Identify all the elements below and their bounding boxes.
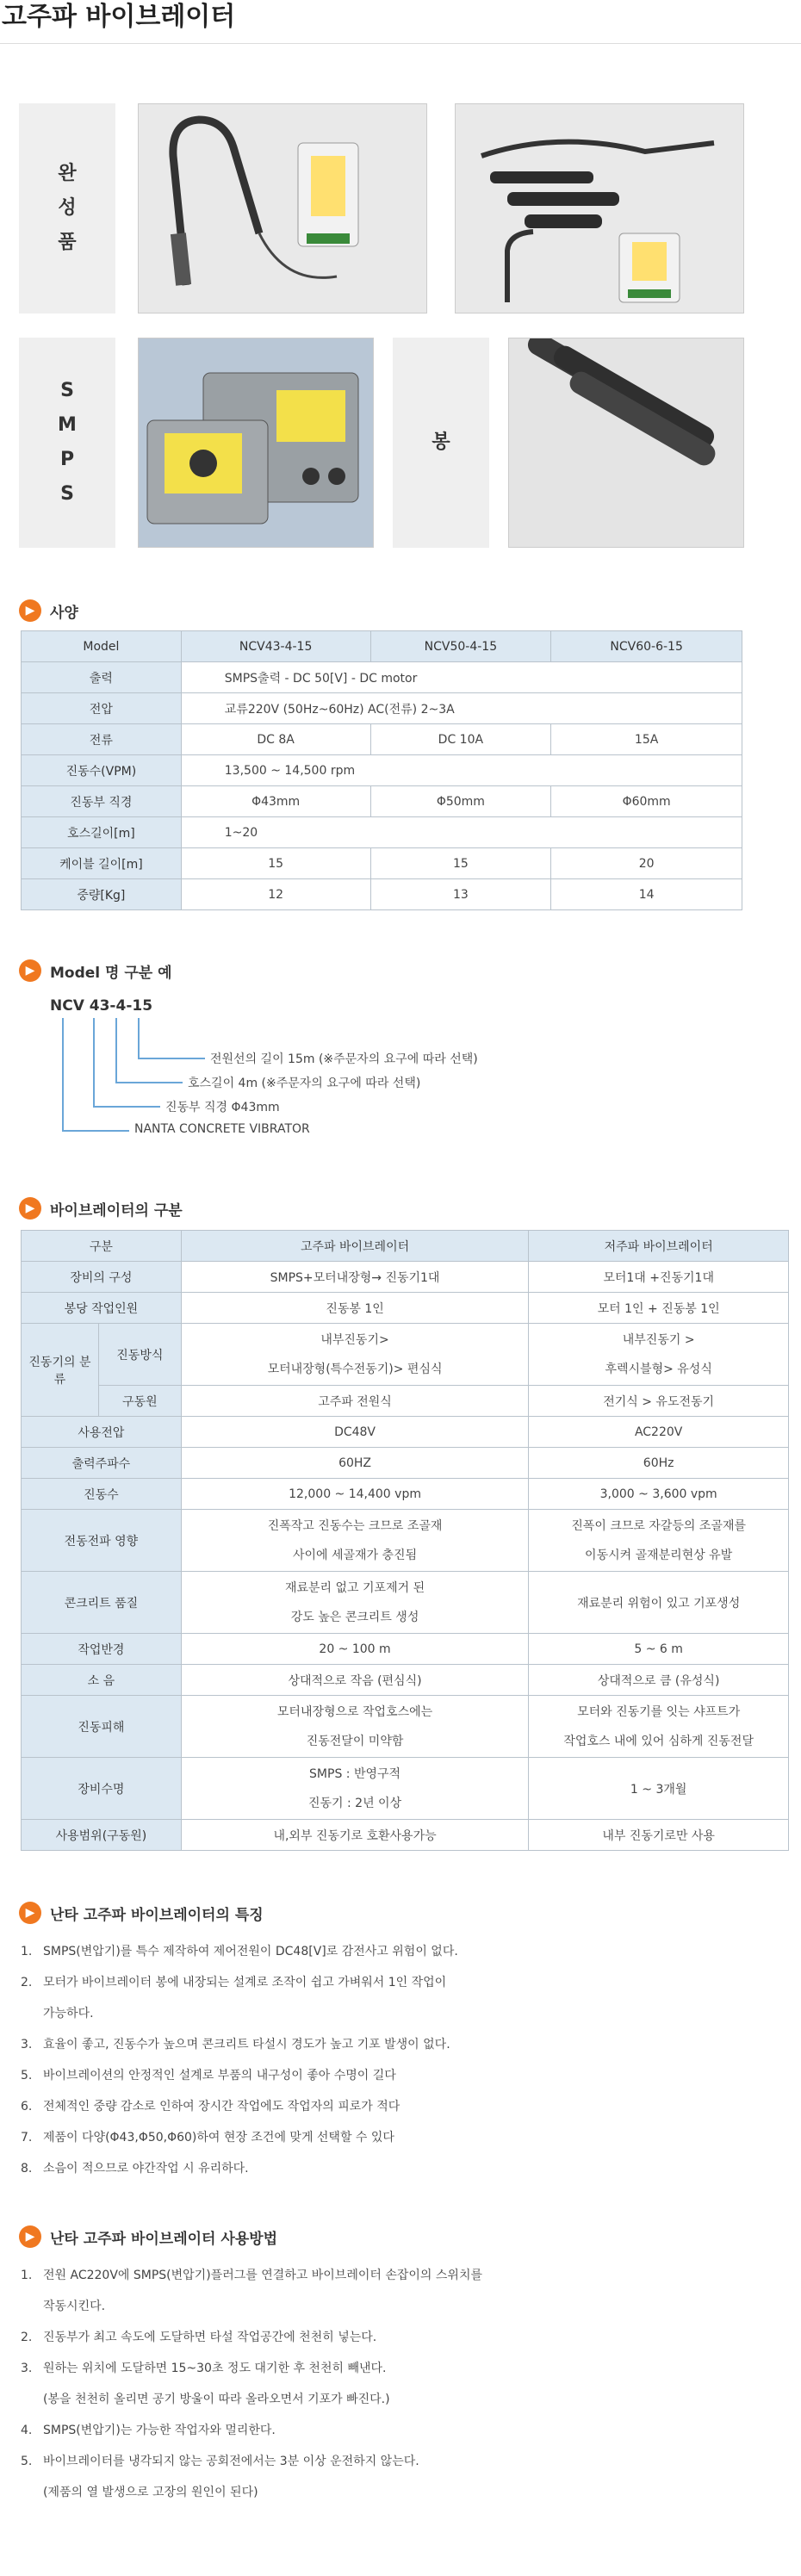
compare-value-cell: 60Hz [529,1448,789,1479]
spec-value-cell: Φ60mm [551,786,742,817]
compare-value-cell: 1 ~ 3개월 [529,1758,789,1820]
spec-table [21,630,742,910]
list-text: 전체적인 중량 감소로 인하여 장시간 작업에도 작업자의 피로가 적다 [43,2100,400,2114]
compare-label-cell: 사용범위(구동원) [22,1820,182,1851]
connector-line [93,1018,95,1107]
compare-label-cell: 진동피해 [22,1696,182,1758]
compare-row [22,1696,789,1758]
annotation-diameter: 진동부 직경 Φ43mm [165,1101,280,1114]
compare-value-cell [529,1510,789,1572]
compare-row [22,1758,789,1820]
compare-label-cell: 전동전파 영향 [22,1510,182,1572]
spec-value-cell: 14 [551,879,742,910]
compare-heading [19,1194,183,1223]
cell-line: 재료분리 없고 기포제거 된 [284,1580,425,1595]
compare-row [22,1479,789,1510]
cell-line: 진폭이 크므로 자갈등의 조골재를 [571,1518,746,1533]
compare-value-cell [181,1758,529,1820]
spec-row [22,786,742,817]
complete-product-label [19,103,115,313]
list-text: SMPS(변압기)를 특수 제작하여 제어전원이 DC48[V]로 감전사고 위험이 없다. [43,1945,458,1958]
compare-value-cell: 내부 진동기로만 사용 [529,1820,789,1851]
spec-label-cell: Model [22,631,182,662]
page-title: 고주파 바이브레이터 [0,0,801,44]
list-text: 효율이 좋고, 진동수가 높으며 콘크리트 타설시 경도가 높고 기포 발생이 없다. [43,2038,450,2051]
list-item [21,2353,482,2384]
list-number: 7. [21,2131,33,2145]
list-text: 작동시킨다. [43,2300,106,2313]
compare-value-cell: AC220V [529,1417,789,1448]
spec-value-cell: 15A [551,724,742,755]
compare-value-cell: SMPS+모터내장형→ 진동기1대 [181,1262,529,1293]
list-number: 2. [21,2331,33,2344]
list-text: 전원 AC220V에 SMPS(변압기)플러그를 연결하고 바이브레이터 손잡이의 스위치를 [43,2269,482,2282]
compare-value-cell: 전기식 > 유도전동기 [529,1386,789,1417]
spec-value-cell: 13 [370,879,551,910]
spec-value-cell: Φ50mm [370,786,551,817]
play-icon: ▶ [19,1197,41,1220]
compare-header-cell: 고주파 바이브레이터 [181,1231,529,1262]
list-number: 3. [21,2362,33,2375]
compare-value-cell [529,1696,789,1758]
spec-label-cell: 호스길이[m] [22,817,182,848]
spec-label-cell: 출력 [22,662,182,693]
cell-line: 작업호스 내에 있어 심하게 진동전달 [563,1734,754,1748]
spec-row [22,879,742,910]
list-number: 1. [21,1945,33,1958]
compare-row [22,1293,789,1324]
list-item [21,2060,458,2091]
list-item [21,2322,482,2353]
connector-line [115,1082,183,1083]
cell-line: 모터와 진동기를 잇는 샤프트가 [577,1704,741,1719]
cell-line: 내부진동기 > [622,1332,695,1347]
spec-value-cell: 20 [551,848,742,879]
connector-line [93,1106,160,1108]
compare-value-cell: 상대적으로 작음 (편심식) [181,1665,529,1696]
list-text: 원하는 위치에 도달하면 15~30초 정도 대기한 후 천천히 빼낸다. [43,2362,387,2375]
connector-line [62,1018,64,1131]
cell-line: 이동시켜 골재분리현상 유발 [585,1548,733,1562]
compare-row [22,1417,789,1448]
compare-row [22,1262,789,1293]
list-number: 5. [21,2455,33,2468]
annotation-hose: 호스길이 4m (※주문자의 요구에 따라 선택) [188,1077,421,1090]
compare-label-cell: 콘크리트 품질 [22,1572,182,1634]
compare-value-cell: 모터1대 +진동기1대 [529,1262,789,1293]
rod-label [393,338,489,548]
list-item [21,2122,458,2153]
list-item [21,1967,458,1998]
spec-label-cell: 전류 [22,724,182,755]
list-text: SMPS(변압기)는 가능한 작업자와 멀리한다. [43,2424,276,2437]
compare-row [22,1665,789,1696]
cell-line: 모터내장형(특수전동기)> 편심식 [267,1362,443,1376]
label-char: M [58,414,77,436]
list-item [21,2477,482,2508]
list-number: 2. [21,1976,33,1989]
list-text: (봉을 천천히 올리면 공기 방울이 따라 올라오면서 기포가 빠진다.) [43,2393,390,2406]
play-icon: ▶ [19,959,41,982]
compare-value-cell: 고주파 전원식 [181,1386,529,1417]
label-char: 완 [58,163,77,184]
connector-line [138,1018,140,1058]
usage-heading [19,2222,277,2251]
list-item [21,1936,458,1967]
compare-value-cell [181,1572,529,1634]
cell-line: 후렉시블형> 유성식 [605,1362,712,1376]
spec-value-cell: 15 [370,848,551,879]
list-number: 5. [21,2069,33,2083]
compare-row [22,1510,789,1572]
compare-value-cell: 20 ~ 100 m [181,1634,529,1665]
usage-list [21,2260,482,2508]
spec-row [22,693,742,724]
list-item [21,2091,458,2122]
compare-value-cell: DC48V [181,1417,529,1448]
cell-line: 내부진동기> [320,1332,389,1347]
spec-value-cell: DC 10A [370,724,551,755]
rod-photo [508,338,744,548]
compare-label-cell: 구동원 [98,1386,181,1417]
compare-header-cell: 구분 [22,1231,182,1262]
compare-table [21,1230,789,1851]
compare-heading-text: 바이브레이터의 구분 [50,1201,183,1220]
cell-line: SMPS : 반영구적 [309,1766,401,1781]
spec-label-cell: 진동부 직경 [22,786,182,817]
list-text: 바이브레이션의 안정적인 설계로 부품의 내구성이 좋아 수명이 길다 [43,2069,396,2083]
model-heading-text: Model 명 구분 예 [50,964,172,982]
play-icon: ▶ [19,2225,41,2248]
label-char: 품 [58,232,77,253]
compare-label-cell: 진동방식 [98,1324,181,1386]
compare-label-cell: 작업반경 [22,1634,182,1665]
play-icon: ▶ [19,1902,41,1924]
spec-value-cell: 교류220V (50Hz~60Hz) AC(전류) 2~3A [181,693,742,724]
spec-value-cell: NCV50-4-15 [370,631,551,662]
list-text: 소음이 적으므로 야간작업 시 유리하다. [43,2162,249,2176]
features-heading-text: 난타 고주파 바이브레이터의 특징 [50,1906,264,1924]
list-item [21,2384,482,2415]
compare-value-cell: 모터 1인 + 진동봉 1인 [529,1293,789,1324]
cell-line: 진폭작고 진동수는 크므로 조골재 [267,1518,443,1533]
label-char: 봉 [432,431,450,453]
compare-value-cell: 60HZ [181,1448,529,1479]
usage-heading-text: 난타 고주파 바이브레이터 사용방법 [50,2230,278,2248]
spec-row [22,631,742,662]
compare-group-cell: 진동기의 분류 [22,1324,99,1417]
spec-value-cell: SMPS출력 - DC 50[V] - DC motor [181,662,742,693]
compare-row [22,1324,789,1386]
list-number: 6. [21,2100,33,2114]
compare-value-cell: 5 ~ 6 m [529,1634,789,1665]
vibrator-product-photo [138,103,427,313]
cell-line: 진동기 : 2년 이상 [307,1796,402,1810]
list-number: 8. [21,2162,33,2176]
compare-value-cell: 상대적으로 큼 (유성식) [529,1665,789,1696]
smps-photo [138,338,374,548]
model-heading [19,956,172,985]
compare-row [22,1820,789,1851]
spec-row [22,817,742,848]
annotation-cable: 전원선의 길이 15m (※주문자의 요구에 따라 선택) [210,1052,478,1066]
label-char: P [59,449,75,470]
list-item [21,2029,458,2060]
spec-value-cell: 1~20 [181,817,742,848]
compare-value-cell: 3,000 ~ 3,600 vpm [529,1479,789,1510]
spec-value-cell: NCV43-4-15 [181,631,370,662]
spec-row [22,755,742,786]
spec-label-cell: 케이블 길이[m] [22,848,182,879]
vibrator-parts-photo [455,103,744,313]
spec-heading [19,596,78,625]
list-item [21,2153,458,2184]
compare-label-cell: 출력주파수 [22,1448,182,1479]
connector-line [115,1018,117,1083]
compare-row [22,1448,789,1479]
list-text: 모터가 바이브레이터 봉에 내장되는 설계로 조작이 쉽고 가벼워서 1인 작업이 [43,1976,447,1989]
list-number: 1. [21,2269,33,2282]
label-char: S [60,483,74,505]
spec-row [22,848,742,879]
spec-heading-text: 사양 [50,604,78,622]
list-item [21,2291,482,2322]
compare-value-cell: 12,000 ~ 14,400 vpm [181,1479,529,1510]
label-char: S [60,380,74,401]
compare-row [22,1386,789,1417]
features-heading [19,1898,264,1927]
cell-line: 사이에 세골재가 충진됨 [292,1548,418,1562]
compare-label-cell: 소 음 [22,1665,182,1696]
compare-label-cell: 봉당 작업인원 [22,1293,182,1324]
connector-line [138,1058,205,1059]
cell-line: 진동전달이 미약함 [306,1734,404,1748]
smps-label [19,338,115,548]
compare-label-cell: 장비수명 [22,1758,182,1820]
connector-line [62,1130,129,1132]
list-item [21,2446,482,2477]
compare-label-cell: 장비의 구성 [22,1262,182,1293]
compare-label-cell: 진동수 [22,1479,182,1510]
compare-row [22,1634,789,1665]
compare-label-cell: 사용전압 [22,1417,182,1448]
compare-value-cell [529,1324,789,1386]
spec-value-cell: Φ43mm [181,786,370,817]
spec-label-cell: 중량[Kg] [22,879,182,910]
list-item [21,2260,482,2291]
spec-label-cell: 진동수(VPM) [22,755,182,786]
list-text: 가능하다. [43,2007,94,2020]
spec-value-cell: 15 [181,848,370,879]
cell-line: 강도 높은 콘크리트 생성 [290,1610,419,1624]
spec-value-cell: 13,500 ~ 14,500 rpm [181,755,742,786]
compare-header-cell: 저주파 바이브레이터 [529,1231,789,1262]
spec-label-cell: 전압 [22,693,182,724]
list-item [21,1998,458,2029]
list-item [21,2415,482,2446]
features-list [21,1936,458,2184]
list-text: 바이브레이터를 냉각되지 않는 공회전에서는 3분 이상 운전하지 않는다. [43,2455,419,2468]
list-text: (제품의 열 발생으로 고장의 원인이 된다) [43,2486,258,2499]
compare-value-cell [181,1696,529,1758]
spec-value-cell: NCV60-6-15 [551,631,742,662]
compare-value-cell [181,1324,529,1386]
compare-row [22,1572,789,1634]
spec-value-cell: 12 [181,879,370,910]
list-number: 4. [21,2424,33,2437]
spec-row [22,662,742,693]
compare-value-cell: 진동봉 1인 [181,1293,529,1324]
list-text: 진동부가 최고 속도에 도달하면 타설 작업공간에 천천히 넣는다. [43,2331,377,2344]
cell-line: 모터내장형으로 작업호스에는 [276,1704,433,1719]
compare-header-row [22,1231,789,1262]
compare-value-cell: 재료분리 위험이 있고 기포생성 [529,1572,789,1634]
label-char: 성 [58,197,77,219]
annotation-brand: NANTA CONCRETE VIBRATOR [134,1122,310,1136]
compare-value-cell [181,1510,529,1572]
spec-row [22,724,742,755]
model-code: NCV 43-4-15 [50,997,153,1015]
list-text: 제품이 다양(Φ43,Φ50,Φ60)하여 현장 조건에 맞게 선택할 수 있다 [43,2131,394,2145]
spec-value-cell: DC 8A [181,724,370,755]
play-icon: ▶ [19,599,41,622]
list-number: 3. [21,2038,33,2051]
compare-value-cell: 내,외부 진동기로 호환사용가능 [181,1820,529,1851]
